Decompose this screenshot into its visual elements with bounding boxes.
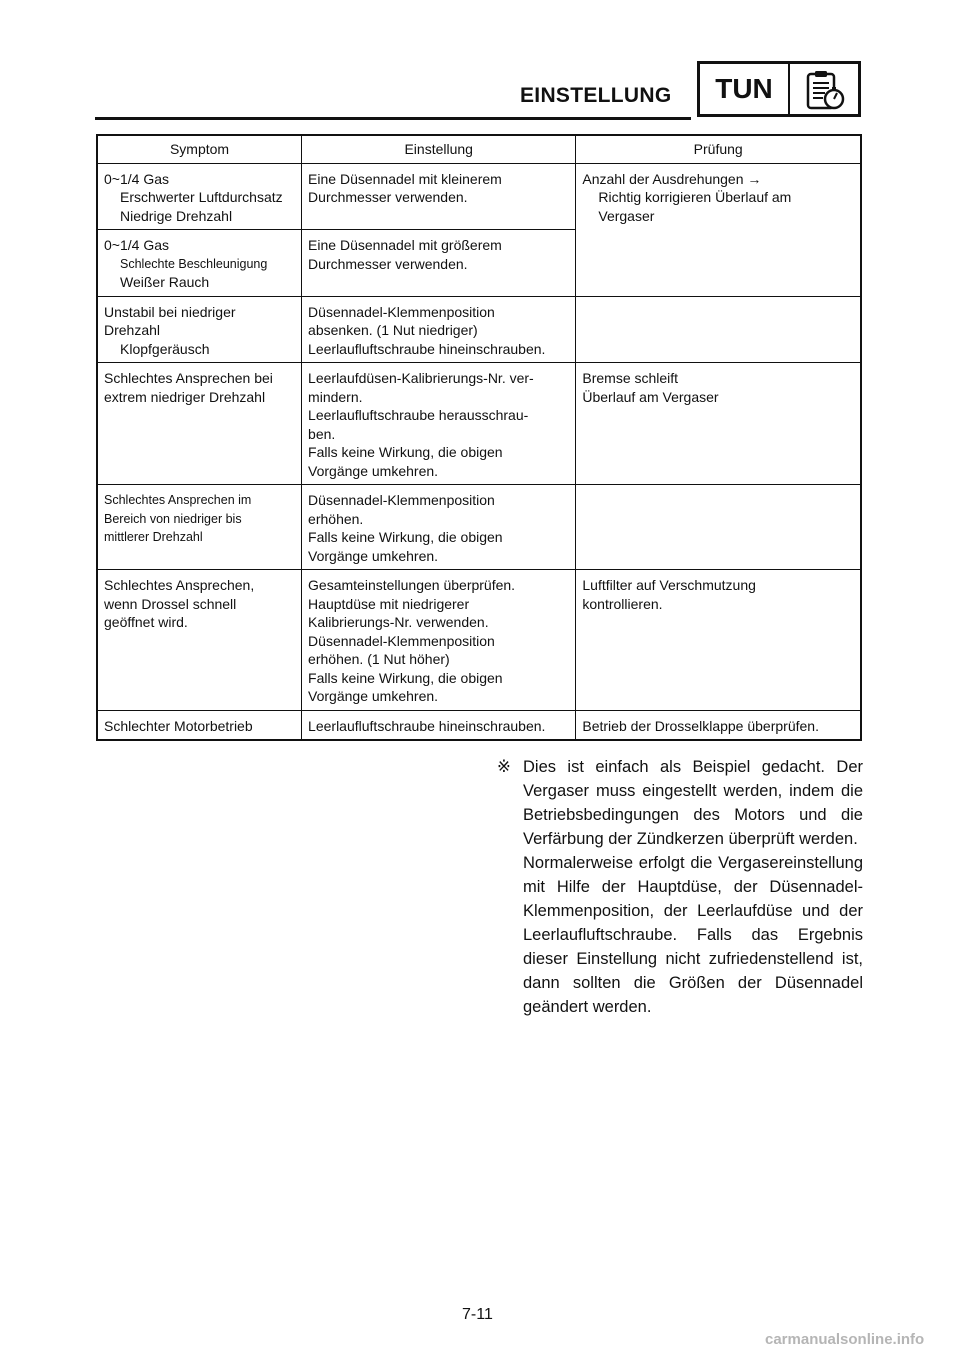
pruefung-cell: Betrieb der Drosselklappe überprüfen. xyxy=(576,710,861,740)
table-row xyxy=(97,163,861,230)
watermark: carmanualsonline.info xyxy=(765,1331,925,1348)
table-row xyxy=(97,296,861,363)
einstellung-cell: Leerlaufdüsen-Kalibrierungs-Nr. ver- mindern. Leerlaufluftschraube herausschrau- ben. Falls keine Wirkung, die obigen Vorgänge umkehren. xyxy=(302,363,576,485)
checklist-stopwatch-icon xyxy=(805,69,845,111)
symptom-cell: Schlechtes Ansprechen bei extrem niedriger Drehzahl xyxy=(97,363,302,485)
symptom-cell: Schlechtes Ansprechen im Bereich von niedriger bis mittlerer Drehzahl xyxy=(97,485,302,570)
section-tag xyxy=(697,61,861,117)
note-block xyxy=(497,755,863,1019)
table-row xyxy=(97,710,861,740)
symptom-cell: Unstabil bei niedriger Drehzahl Klopfgeräusch xyxy=(97,296,302,363)
table-row xyxy=(97,570,861,711)
einstellung-cell: Gesamteinstellungen überprüfen. Hauptdüse mit niedrigerer Kalibrierungs-Nr. verwenden. Düsennadel-Klemmenposition erhöhen. (1 Nut höher) Falls keine Wirkung, die obigen Vorgänge umkehren. xyxy=(302,570,576,711)
table-row xyxy=(97,485,861,570)
pruefung-cell: Anzahl der Ausdrehungen → Richtig korrigieren Überlauf am Vergaser xyxy=(576,163,861,296)
reference-mark-icon: ※ xyxy=(497,758,511,776)
section-tag-label: TUN xyxy=(700,64,790,114)
pruefung-cell: Bremse schleift Überlauf am Vergaser xyxy=(576,363,861,485)
einstellung-cell: Leerlaufluftschraube hineinschrauben. xyxy=(302,710,576,740)
einstellung-cell: Düsennadel-Klemmenposition erhöhen. Falls keine Wirkung, die obigen Vorgänge umkehren. xyxy=(302,485,576,570)
note-paragraph: Normalerweise erfolgt die Vergasereinstellung mit Hilfe der Hauptdüse, der Düsennadel-Klemmenposition, der Leerlaufdüse und der Leerlaufluftschraube. Falls das Ergebnis dieser Einstellung nicht zufriedenstellend ist, dann sollten die Größen der Düsennadel geändert werden. xyxy=(523,854,863,1016)
pruefung-cell xyxy=(576,296,861,363)
table-header-row xyxy=(97,135,861,163)
einstellung-cell: Eine Düsennadel mit größerem Durchmesser verwenden. xyxy=(302,230,576,297)
column-header-pruefung: Prüfung xyxy=(576,135,861,163)
einstellung-cell: Düsennadel-Klemmenposition absenken. (1 Nut niedriger) Leerlaufluftschraube hineinschrauben. xyxy=(302,296,576,363)
column-header-symptom: Symptom xyxy=(97,135,302,163)
symptom-cell: Schlechter Motorbetrieb xyxy=(97,710,302,740)
note-body xyxy=(523,755,863,1019)
pruefung-cell: Luftfilter auf Verschmutzung kontrollieren. xyxy=(576,570,861,711)
einstellung-cell: Eine Düsennadel mit kleinerem Durchmesser verwenden. xyxy=(302,163,576,230)
symptom-cell: Schlechtes Ansprechen, wenn Drossel schnell geöffnet wird. xyxy=(97,570,302,711)
pruefung-cell xyxy=(576,485,861,570)
page-number: 7-11 xyxy=(462,1306,493,1323)
symptom-cell: 0~1/4 Gas Schlechte Beschleunigung Weißer Rauch xyxy=(97,230,302,297)
troubleshooting-table xyxy=(96,134,862,741)
header-rule xyxy=(95,117,691,120)
section-title: EINSTELLUNG xyxy=(520,84,672,107)
column-header-einstellung: Einstellung xyxy=(302,135,576,163)
symptom-cell: 0~1/4 Gas Erschwerter Luftdurchsatz Niedrige Drehzahl xyxy=(97,163,302,230)
table-row xyxy=(97,363,861,485)
note-paragraph: Dies ist einfach als Beispiel gedacht. Der Vergaser muss eingestellt werden, indem die Betriebsbedingungen des Motors und die Verfärbung der Zündkerzen überprüft werden. xyxy=(523,758,863,848)
